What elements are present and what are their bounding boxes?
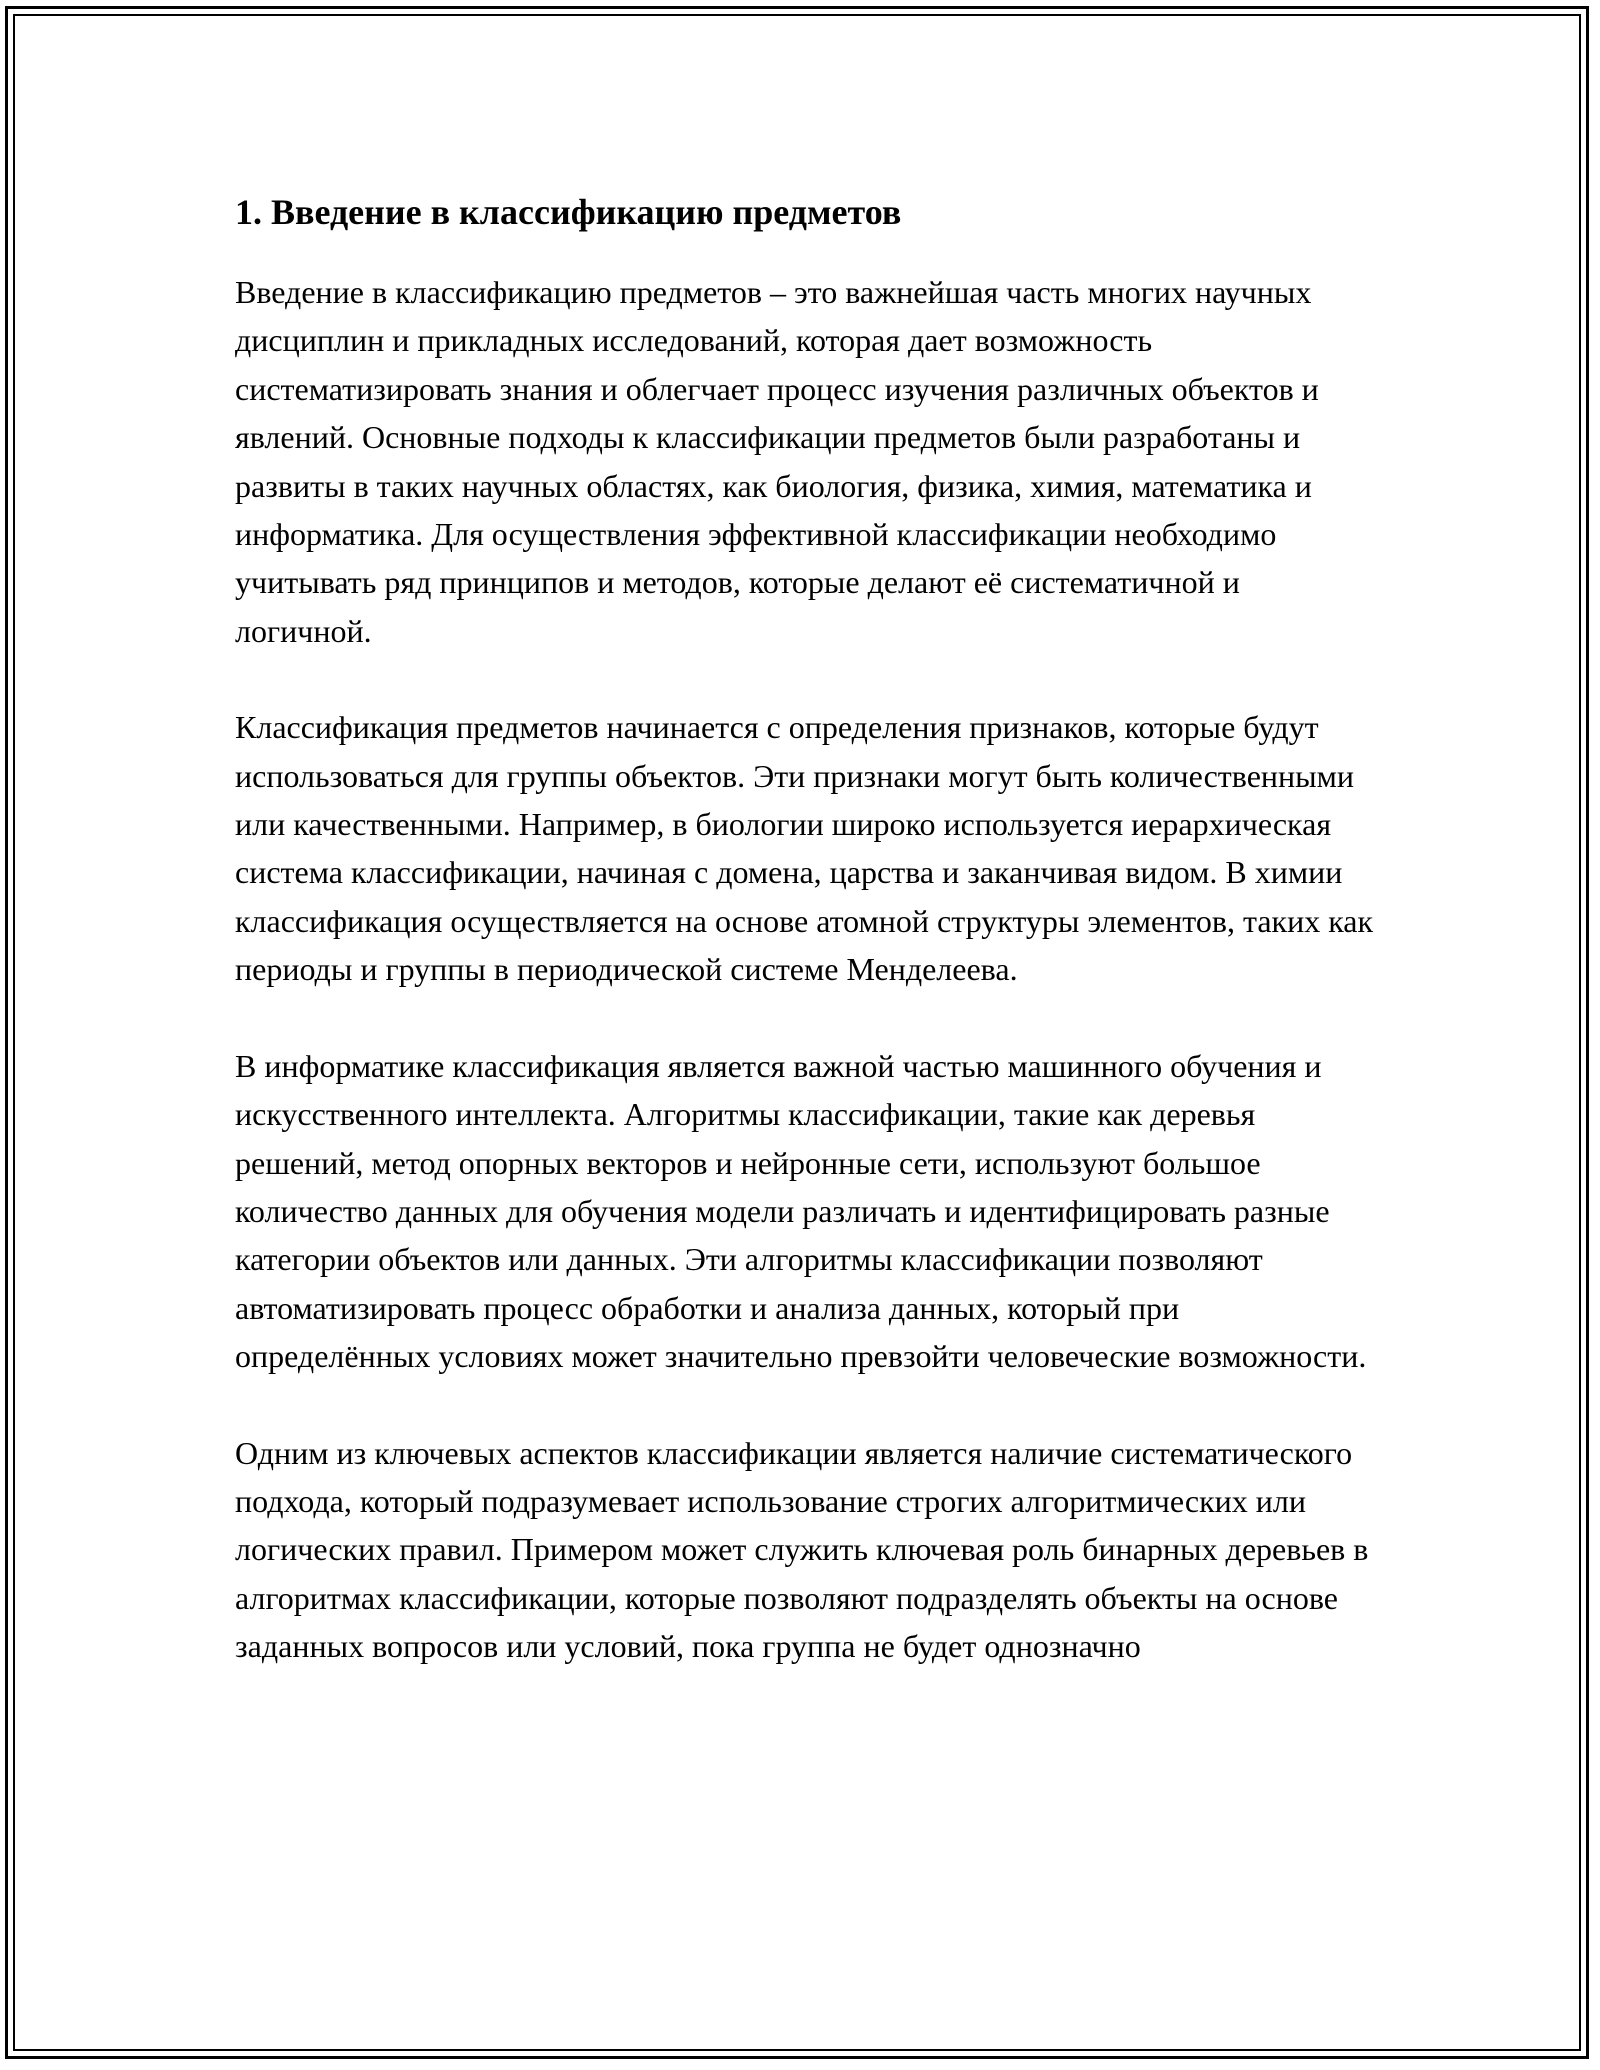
paragraph-2: Классификация предметов начинается с определения признаков, которые будут использоваться для группы объектов. Эти признаки могут быть количественными или качественными. Например, в биологии широко используется иерархическая система классификации, начиная с домена, царства и заканчивая видом. В химии классификация осуществляется на основе атомной структуры элементов, таких как периоды и группы в периодической системе Менделеева.: [235, 709, 1374, 988]
paragraph-1: Введение в классификацию предметов – это важнейшая часть многих научных дисциплин и прикладных исследований, которая дает возможность систематизировать знания и облегчает процесс изучения различных объектов и явлений. Основные подходы к классификации предметов были разработаны и развиты в таких научных областях, как биология, физика, химия, математика и информатика. Для осуществления эффективной классификации необходимо учитывать ряд принципов и методов, которые делают её систематичной и логичной.: [235, 274, 1319, 649]
paragraph-4: Одним из ключевых аспектов классификации является наличие систематического подхода, который подразумевает использование строгих алгоритмических или логических правил. Примером может служить ключевая роль бинарных деревьев в алгоритмах классификации, которые позволяют подразделять объекты на основе заданных вопросов или условий, пока группа не будет однозначно: [235, 1434, 1369, 1665]
section-heading: 1. Введение в классификацию предметов: [235, 192, 902, 232]
document-body: [235, 190, 1375, 1719]
paragraph-3: В информатике классификация является важной частью машинного обучения и искусственного интеллекта. Алгоритмы классификации, такие как деревья решений, метод опорных векторов и нейронные сети, используют большое количество данных для обучения модели различать и идентифицировать разные категории объектов или данных. Эти алгоритмы классификации позволяют автоматизировать процесс обработки и анализа данных, который при определённых условиях может значительно превзойти человеческие возможности.: [235, 1047, 1367, 1375]
